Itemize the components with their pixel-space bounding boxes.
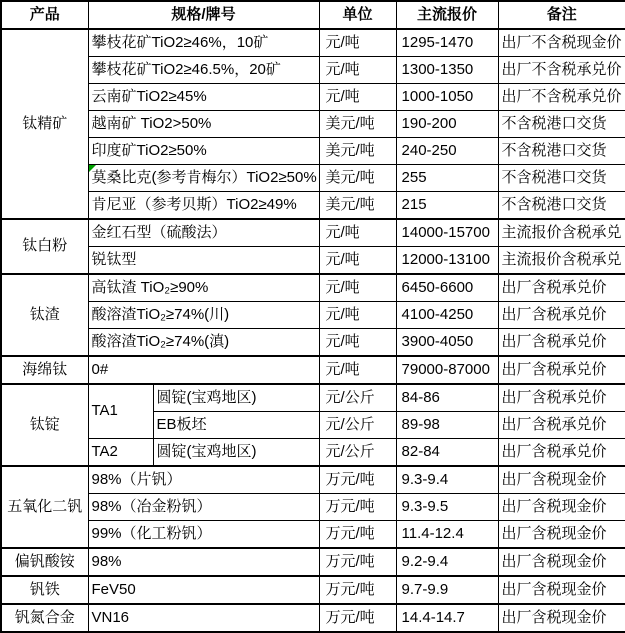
product-cell: 钛白粉	[1, 219, 88, 274]
remark-cell: 出厂含税承兑价	[498, 356, 625, 384]
price-cell: 14.4-14.7	[396, 604, 498, 632]
remark-cell: 不含税港口交货	[498, 165, 625, 192]
product-cell: 钒氮合金	[1, 604, 88, 632]
product-cell: 海绵钛	[1, 356, 88, 384]
table-row	[1, 111, 625, 138]
spec-cell: 金红石型（硫酸法）	[88, 219, 319, 247]
remark-cell: 主流报价含税承兑	[498, 219, 625, 247]
spec-cell: FeV50	[88, 576, 319, 604]
remark-cell: 不含税港口交货	[498, 138, 625, 165]
spec-cell: 肯尼亚（参考贝斯）TiO2≥49%	[88, 192, 319, 220]
remark-cell: 出厂含税承兑价	[498, 384, 625, 412]
remark-cell: 出厂含税承兑价	[498, 412, 625, 439]
table-row	[1, 494, 625, 521]
unit-cell: 美元/吨	[319, 111, 396, 138]
unit-cell: 万元/吨	[319, 604, 396, 632]
unit-cell: 元/吨	[319, 302, 396, 329]
remark-cell: 出厂含税现金价	[498, 494, 625, 521]
unit-cell: 美元/吨	[319, 192, 396, 220]
spec-cell: 98%（冶金粉钒）	[88, 494, 319, 521]
spec-cell: 高钛渣 TiO₂≥90%	[88, 274, 319, 302]
col-header-spec: 规格/牌号	[88, 1, 319, 29]
spec-cell: 印度矿TiO2≥50%	[88, 138, 319, 165]
price-cell: 1000-1050	[396, 84, 498, 111]
table-row	[1, 466, 625, 494]
col-header-product: 产品	[1, 1, 88, 29]
table-row	[1, 84, 625, 111]
spec-cell: 攀枝花矿TiO2≥46%，10矿	[88, 29, 319, 57]
product-cell: 钛锭	[1, 384, 88, 466]
remark-cell: 出厂含税现金价	[498, 521, 625, 549]
table-row	[1, 439, 625, 467]
unit-cell: 元/吨	[319, 57, 396, 84]
grade-cell: TA1	[88, 384, 153, 439]
table-row	[1, 548, 625, 576]
price-cell: 9.7-9.9	[396, 576, 498, 604]
remark-cell: 出厂含税现金价	[498, 548, 625, 576]
price-cell: 6450-6600	[396, 274, 498, 302]
unit-cell: 元/吨	[319, 247, 396, 275]
table-row	[1, 384, 625, 412]
price-cell: 9.3-9.4	[396, 466, 498, 494]
unit-cell: 万元/吨	[319, 494, 396, 521]
price-cell: 215	[396, 192, 498, 220]
grade-cell: TA2	[88, 439, 153, 467]
unit-cell: 元/公斤	[319, 384, 396, 412]
product-cell: 钒铁	[1, 576, 88, 604]
unit-cell: 元/吨	[319, 329, 396, 357]
unit-cell: 美元/吨	[319, 138, 396, 165]
remark-cell: 出厂含税承兑价	[498, 274, 625, 302]
spec-cell: EB板坯	[153, 412, 319, 439]
price-cell: 4100-4250	[396, 302, 498, 329]
price-cell: 255	[396, 165, 498, 192]
remark-cell: 出厂含税承兑价	[498, 302, 625, 329]
col-header-remark: 备注	[498, 1, 625, 29]
unit-cell: 元/公斤	[319, 412, 396, 439]
col-header-price: 主流报价	[396, 1, 498, 29]
table-row	[1, 192, 625, 220]
spec-cell: 98%（片钒）	[88, 466, 319, 494]
table-row	[1, 329, 625, 357]
remark-cell: 出厂不含税承兑价	[498, 84, 625, 111]
spec-cell: 云南矿TiO2≥45%	[88, 84, 319, 111]
price-cell: 12000-13100	[396, 247, 498, 275]
price-cell: 89-98	[396, 412, 498, 439]
table-row	[1, 521, 625, 549]
remark-cell: 出厂不含税现金价	[498, 29, 625, 57]
unit-cell: 元/公斤	[319, 439, 396, 467]
price-cell: 82-84	[396, 439, 498, 467]
col-header-unit: 单位	[319, 1, 396, 29]
remark-cell: 出厂含税承兑价	[498, 439, 625, 467]
price-cell: 79000-87000	[396, 356, 498, 384]
header-row	[1, 1, 625, 29]
price-cell: 240-250	[396, 138, 498, 165]
spec-text: 莫桑比克(参考肯梅尔）TiO2≥50%	[91, 168, 317, 186]
spec-cell: 0#	[88, 356, 319, 384]
unit-cell: 万元/吨	[319, 466, 396, 494]
spec-cell	[88, 165, 319, 192]
remark-cell: 出厂含税现金价	[498, 466, 625, 494]
spec-cell: VN16	[88, 604, 319, 632]
product-cell: 钛精矿	[1, 29, 88, 219]
product-cell: 钛渣	[1, 274, 88, 356]
table-row	[1, 165, 625, 192]
unit-cell: 万元/吨	[319, 521, 396, 549]
spec-cell: 圆锭(宝鸡地区)	[153, 439, 319, 467]
price-cell: 190-200	[396, 111, 498, 138]
spec-cell: 圆锭(宝鸡地区)	[153, 384, 319, 412]
remark-cell: 出厂不含税承兑价	[498, 57, 625, 84]
table-row	[1, 57, 625, 84]
spec-cell: 攀枝花矿TiO2≥46.5%，20矿	[88, 57, 319, 84]
price-cell: 1300-1350	[396, 57, 498, 84]
table-row	[1, 302, 625, 329]
table-row	[1, 138, 625, 165]
unit-cell: 万元/吨	[319, 548, 396, 576]
unit-cell: 元/吨	[319, 84, 396, 111]
unit-cell: 美元/吨	[319, 165, 396, 192]
spec-cell: 锐钛型	[88, 247, 319, 275]
spec-cell: 酸溶渣TiO₂≥74%(滇)	[88, 329, 319, 357]
price-cell: 1295-1470	[396, 29, 498, 57]
spec-cell: 越南矿 TiO2>50%	[88, 111, 319, 138]
price-cell: 9.3-9.5	[396, 494, 498, 521]
product-cell: 五氧化二钒	[1, 466, 88, 548]
unit-cell: 元/吨	[319, 274, 396, 302]
unit-cell: 元/吨	[319, 29, 396, 57]
unit-cell: 元/吨	[319, 219, 396, 247]
spec-cell: 酸溶渣TiO₂≥74%(川)	[88, 302, 319, 329]
remark-cell: 出厂含税现金价	[498, 604, 625, 632]
table-row	[1, 576, 625, 604]
price-cell: 84-86	[396, 384, 498, 412]
unit-cell: 元/吨	[319, 356, 396, 384]
remark-cell: 不含税港口交货	[498, 192, 625, 220]
remark-cell: 主流报价含税承兑	[498, 247, 625, 275]
price-cell: 3900-4050	[396, 329, 498, 357]
price-cell: 11.4-12.4	[396, 521, 498, 549]
remark-cell: 出厂含税承兑价	[498, 329, 625, 357]
table-row	[1, 219, 625, 247]
remark-cell: 出厂含税现金价	[498, 576, 625, 604]
spec-cell: 99%（化工粉钒）	[88, 521, 319, 549]
product-cell: 偏钒酸铵	[1, 548, 88, 576]
table-row	[1, 247, 625, 275]
spec-cell: 98%	[88, 548, 319, 576]
price-cell: 9.2-9.4	[396, 548, 498, 576]
table-row	[1, 604, 625, 632]
comment-marker-icon	[89, 165, 96, 172]
price-cell: 14000-15700	[396, 219, 498, 247]
table-row	[1, 29, 625, 57]
table-row	[1, 356, 625, 384]
table-row	[1, 274, 625, 302]
remark-cell: 不含税港口交货	[498, 111, 625, 138]
unit-cell: 万元/吨	[319, 576, 396, 604]
